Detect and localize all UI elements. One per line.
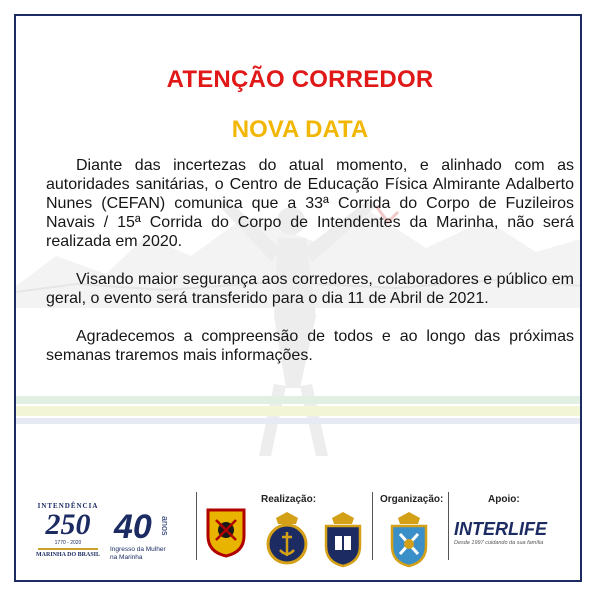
footer-divider <box>372 492 373 560</box>
organizacao-label: Organização: <box>380 494 444 505</box>
gold-bar-icon <box>38 548 98 550</box>
interlife-brand: INTERLIFE <box>454 519 547 539</box>
notice-paragraph: Visando maior segurança aos corredores, colaboradores e público em geral, o evento será transferido para o dia 11 de Abril de 2021. <box>46 271 574 307</box>
notice-paragraph: Agradecemos a compreensão de todos e ao longo das próximas semanas traremos mais informações. <box>46 328 574 364</box>
cefan-emblem-icon <box>388 510 430 568</box>
sponsor-footer <box>16 472 582 582</box>
intendencia-250-logo: INTENDÊNCIA 250 1770 - 2020 MARINHA DO BRASIL <box>28 502 108 572</box>
notice-card <box>14 14 582 582</box>
interlife-logo <box>454 518 580 558</box>
footer-divider <box>448 492 449 560</box>
notice-subtitle: NOVA DATA <box>231 116 369 143</box>
interlife-tagline: Desde 1997 cuidando da sua família <box>454 540 544 546</box>
navy-shield-emblem-icon <box>322 510 364 568</box>
footer-divider <box>196 492 197 560</box>
realizacao-label: Realização: <box>261 494 317 505</box>
notice-title: ATENÇÃO CORREDOR <box>166 66 434 93</box>
forty-years-logo: 40 anos Ingresso da Mulher na Marinha <box>110 508 170 561</box>
intendencia-number: 250 <box>45 508 91 541</box>
notice-paragraph: Diante das incertezas do atual momento, e alinhado com as autoridades sanitárias, o Centro de Educação Física Almirante Adalberto Nunes (CEFAN) comunica que a 33ª Corrida do Corpo de Fuzileiros Navais / 15ª Corrida do Corpo de Intendentes da Marinha, não será realizada em 2020. <box>46 157 574 250</box>
notice-body <box>46 156 574 384</box>
apoio-label: Apoio: <box>488 494 520 505</box>
navy-round-emblem-icon <box>266 510 308 568</box>
fuzileiros-shield-icon <box>204 506 248 558</box>
